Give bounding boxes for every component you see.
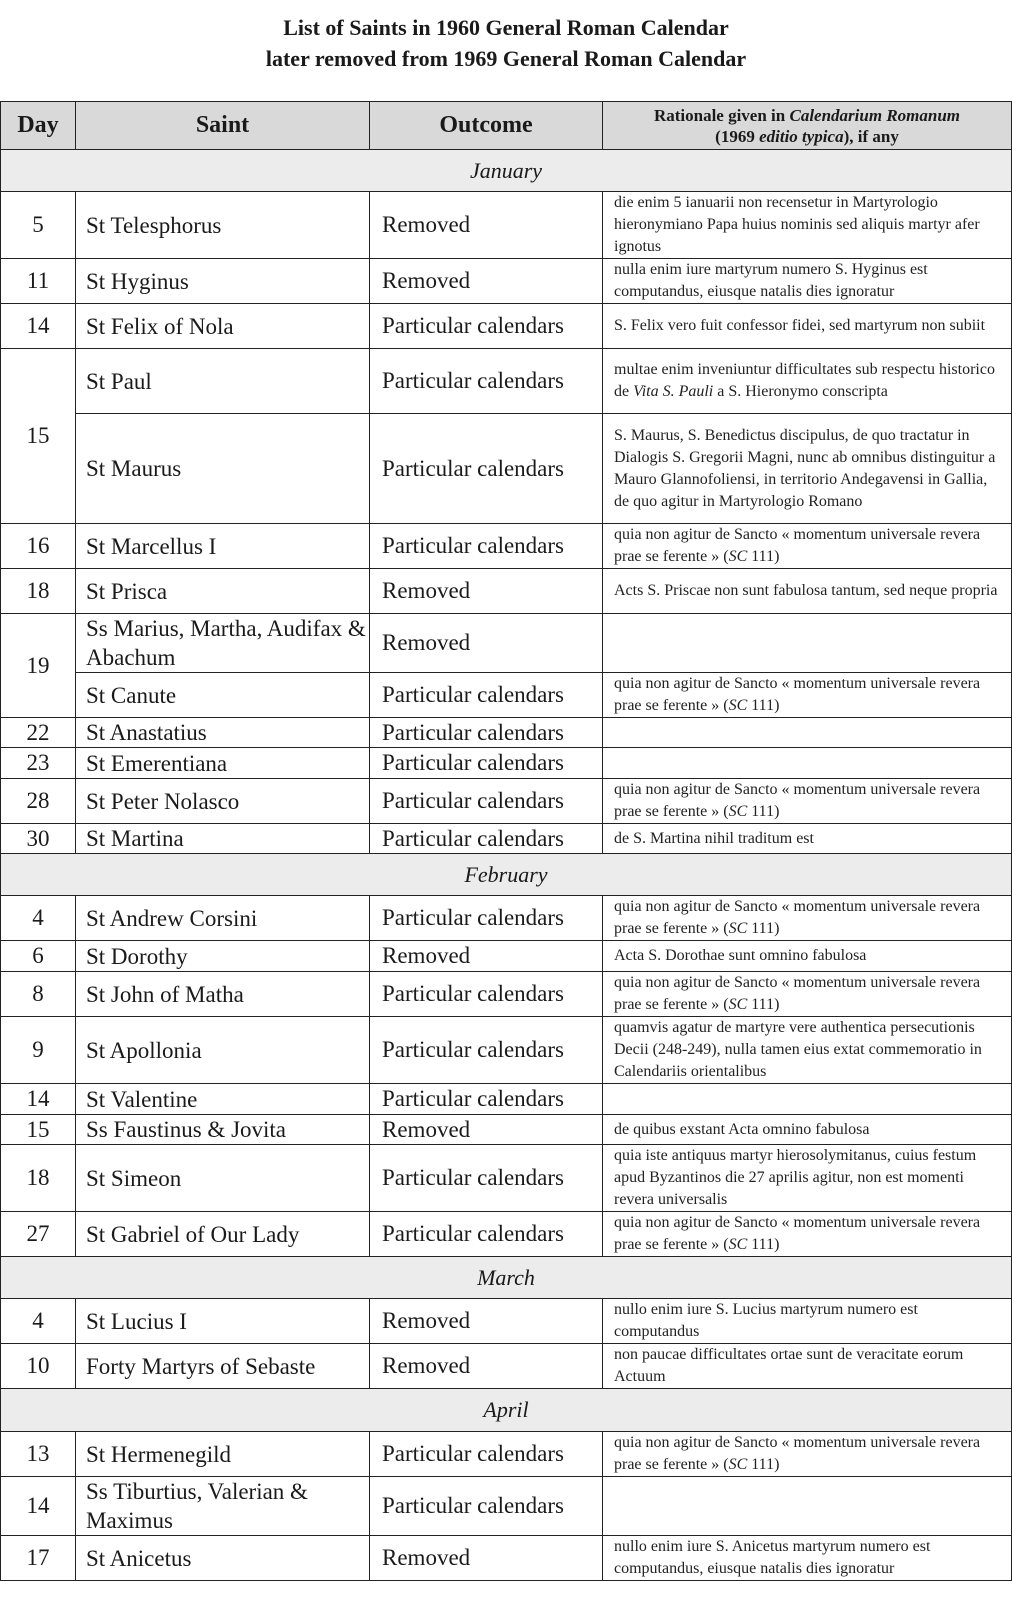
table-row <box>1 1477 1012 1536</box>
table-row <box>1 824 1012 854</box>
day-cell: 15 <box>1 1115 76 1145</box>
saint-cell: St Peter Nolasco <box>76 779 370 824</box>
day-cell: 14 <box>1 304 76 349</box>
rationale-cell: quia non agitur de Sancto « momentum universale revera prae se ferente » (SC 111) <box>603 972 1012 1017</box>
month-row <box>1 854 1012 896</box>
outcome-cell: Particular calendars <box>370 1212 603 1257</box>
outcome-cell: Particular calendars <box>370 972 603 1017</box>
table-row <box>1 192 1012 259</box>
outcome-cell: Particular calendars <box>370 718 603 748</box>
day-cell: 10 <box>1 1344 76 1389</box>
rationale-cell: quia non agitur de Sancto « momentum universale revera prae se ferente » (SC 111) <box>603 1432 1012 1477</box>
rationale-cell: Acta S. Dorothae sunt omnino fabulosa <box>603 941 1012 972</box>
outcome-cell: Removed <box>370 569 603 614</box>
outcome-cell: Removed <box>370 941 603 972</box>
day-cell: 5 <box>1 192 76 259</box>
saint-cell: St Dorothy <box>76 941 370 972</box>
day-cell: 27 <box>1 1212 76 1257</box>
rationale-cell: S. Felix vero fuit confessor fidei, sed martyrum non subiit <box>603 304 1012 349</box>
table-row <box>1 718 1012 748</box>
rationale-cell: quia non agitur de Sancto « momentum universale revera prae se ferente » (SC 111) <box>603 673 1012 718</box>
rationale-cell: multae enim inveniuntur difficultates sub respectu historico de Vita S. Pauli a S. Hieronymo conscripta <box>603 349 1012 414</box>
rationale-cell <box>603 718 1012 748</box>
outcome-cell: Particular calendars <box>370 414 603 524</box>
outcome-cell: Removed <box>370 192 603 259</box>
day-cell: 14 <box>1 1477 76 1536</box>
outcome-cell: Particular calendars <box>370 896 603 941</box>
day-cell: 9 <box>1 1017 76 1084</box>
table-row <box>1 1536 1012 1581</box>
rationale-cell: quamvis agatur de martyre vere authentica persecutionis Decii (248-249), nulla tamen eius extat commemoratio in Calendariis orientalibus <box>603 1017 1012 1084</box>
rationale-cell <box>603 1477 1012 1536</box>
outcome-cell: Particular calendars <box>370 779 603 824</box>
saint-cell: St Gabriel of Our Lady <box>76 1212 370 1257</box>
rationale-cell: quia non agitur de Sancto « momentum universale revera prae se ferente » (SC 111) <box>603 779 1012 824</box>
header-day: Day <box>1 102 76 150</box>
month-row <box>1 150 1012 192</box>
day-cell: 17 <box>1 1536 76 1581</box>
rationale-cell: quia non agitur de Sancto « momentum universale revera prae se ferente » (SC 111) <box>603 896 1012 941</box>
header-saint: Saint <box>76 102 370 150</box>
day-cell: 18 <box>1 569 76 614</box>
saint-cell: St Hyginus <box>76 259 370 304</box>
outcome-cell: Particular calendars <box>370 824 603 854</box>
saint-cell: St Martina <box>76 824 370 854</box>
table-row <box>1 1299 1012 1344</box>
outcome-cell: Particular calendars <box>370 1017 603 1084</box>
day-cell: 22 <box>1 718 76 748</box>
outcome-cell: Removed <box>370 1299 603 1344</box>
month-row <box>1 1257 1012 1299</box>
table-row <box>1 941 1012 972</box>
rationale-cell: quia non agitur de Sancto « momentum universale revera prae se ferente » (SC 111) <box>603 1212 1012 1257</box>
table-row <box>1 896 1012 941</box>
outcome-cell: Particular calendars <box>370 1084 603 1115</box>
outcome-cell: Particular calendars <box>370 748 603 779</box>
day-cell: 30 <box>1 824 76 854</box>
saint-cell: St John of Matha <box>76 972 370 1017</box>
day-cell: 28 <box>1 779 76 824</box>
outcome-cell: Removed <box>370 614 603 673</box>
day-cell: 19 <box>1 614 76 718</box>
month-march: March <box>1 1257 1012 1299</box>
saint-cell: St Maurus <box>76 414 370 524</box>
saint-cell: St Apollonia <box>76 1017 370 1084</box>
saint-cell: Ss Faustinus & Jovita <box>76 1115 370 1145</box>
saint-cell: St Paul <box>76 349 370 414</box>
saint-cell: St Telesphorus <box>76 192 370 259</box>
title-line-2: later removed from 1969 General Roman Calendar <box>265 46 747 71</box>
outcome-cell: Removed <box>370 1536 603 1581</box>
table-row <box>1 1017 1012 1084</box>
saint-cell: St Andrew Corsini <box>76 896 370 941</box>
day-cell: 18 <box>1 1145 76 1212</box>
table-row <box>1 972 1012 1017</box>
day-cell: 11 <box>1 259 76 304</box>
saints-table <box>0 101 1012 1581</box>
rationale-cell: S. Maurus, S. Benedictus discipulus, de quo tractatur in Dialogis S. Gregorii Magni, nunc ab omnibus distinguitur a Mauro Glannofoliensi, in territorio Andegavensi in Gallia, de quo agitur in Martyrologio Romano <box>603 414 1012 524</box>
outcome-cell: Particular calendars <box>370 1477 603 1536</box>
rationale-cell: nullo enim iure S. Anicetus martyrum numero est computandus, eiusque natalis dies ignoratur <box>603 1536 1012 1581</box>
saint-cell: St Valentine <box>76 1084 370 1115</box>
table-row <box>1 673 1012 718</box>
rationale-cell: nullo enim iure S. Lucius martyrum numero est computandus <box>603 1299 1012 1344</box>
rationale-cell: nulla enim iure martyrum numero S. Hyginus est computandus, eiusque natalis dies ignoratur <box>603 259 1012 304</box>
outcome-cell: Particular calendars <box>370 304 603 349</box>
table-row <box>1 1344 1012 1389</box>
day-cell: 8 <box>1 972 76 1017</box>
rationale-cell: quia non agitur de Sancto « momentum universale revera prae se ferente » (SC 111) <box>603 524 1012 569</box>
rationale-cell: de quibus exstant Acta omnino fabulosa <box>603 1115 1012 1145</box>
rationale-cell: quia iste antiquus martyr hierosolymitanus, cuius festum apud Byzantinos die 27 aprilis agitur, non est momenti revera universalis <box>603 1145 1012 1212</box>
outcome-cell: Particular calendars <box>370 524 603 569</box>
header-rationale: Rationale given in Calendarium Romanum (1969 editio typica), if any <box>603 102 1012 150</box>
title-line-1: List of Saints in 1960 General Roman Calendar <box>283 15 729 40</box>
table-row <box>1 1115 1012 1145</box>
table-row <box>1 614 1012 673</box>
rationale-cell <box>603 1084 1012 1115</box>
day-cell: 15 <box>1 349 76 524</box>
saint-cell: St Hermenegild <box>76 1432 370 1477</box>
month-april: April <box>1 1389 1012 1432</box>
table-row <box>1 524 1012 569</box>
saint-cell: St Marcellus I <box>76 524 370 569</box>
saint-cell: St Simeon <box>76 1145 370 1212</box>
rationale-cell: die enim 5 ianuarii non recensetur in Martyrologio hieronymiano Papa huius nominis sed aliquis martyr afer ignotus <box>603 192 1012 259</box>
saint-cell: Forty Martyrs of Sebaste <box>76 1344 370 1389</box>
table-row <box>1 569 1012 614</box>
saint-cell: St Emerentiana <box>76 748 370 779</box>
rationale-cell: de S. Martina nihil traditum est <box>603 824 1012 854</box>
day-cell: 23 <box>1 748 76 779</box>
page-title <box>0 0 1012 74</box>
table-row <box>1 1084 1012 1115</box>
table-row <box>1 1145 1012 1212</box>
header-row <box>1 102 1012 150</box>
month-january: January <box>1 150 1012 192</box>
rationale-cell <box>603 748 1012 779</box>
saint-cell: St Canute <box>76 673 370 718</box>
outcome-cell: Removed <box>370 1115 603 1145</box>
day-cell: 6 <box>1 941 76 972</box>
day-cell: 13 <box>1 1432 76 1477</box>
month-february: February <box>1 854 1012 896</box>
saints-table-wrapper <box>0 101 1011 1581</box>
saint-cell: St Prisca <box>76 569 370 614</box>
table-row <box>1 259 1012 304</box>
day-cell: 16 <box>1 524 76 569</box>
table-row <box>1 1212 1012 1257</box>
rationale-cell: non paucae difficultates ortae sunt de veracitate eorum Actuum <box>603 1344 1012 1389</box>
day-cell: 14 <box>1 1084 76 1115</box>
rationale-cell <box>603 614 1012 673</box>
saint-cell: Ss Marius, Martha, Audifax & Abachum <box>76 614 370 673</box>
table-row <box>1 349 1012 414</box>
outcome-cell: Removed <box>370 1344 603 1389</box>
rationale-cell: Acts S. Priscae non sunt fabulosa tantum, sed neque propria <box>603 569 1012 614</box>
table-row <box>1 748 1012 779</box>
outcome-cell: Particular calendars <box>370 349 603 414</box>
month-row <box>1 1389 1012 1432</box>
saint-cell: Ss Tiburtius, Valerian & Maximus <box>76 1477 370 1536</box>
outcome-cell: Removed <box>370 259 603 304</box>
table-row <box>1 779 1012 824</box>
table-row <box>1 304 1012 349</box>
table-row <box>1 1432 1012 1477</box>
table-row <box>1 414 1012 524</box>
saint-cell: St Felix of Nola <box>76 304 370 349</box>
saint-cell: St Anicetus <box>76 1536 370 1581</box>
day-cell: 4 <box>1 896 76 941</box>
outcome-cell: Particular calendars <box>370 673 603 718</box>
day-cell: 4 <box>1 1299 76 1344</box>
outcome-cell: Particular calendars <box>370 1432 603 1477</box>
header-outcome: Outcome <box>370 102 603 150</box>
saint-cell: St Anastatius <box>76 718 370 748</box>
outcome-cell: Particular calendars <box>370 1145 603 1212</box>
saint-cell: St Lucius I <box>76 1299 370 1344</box>
